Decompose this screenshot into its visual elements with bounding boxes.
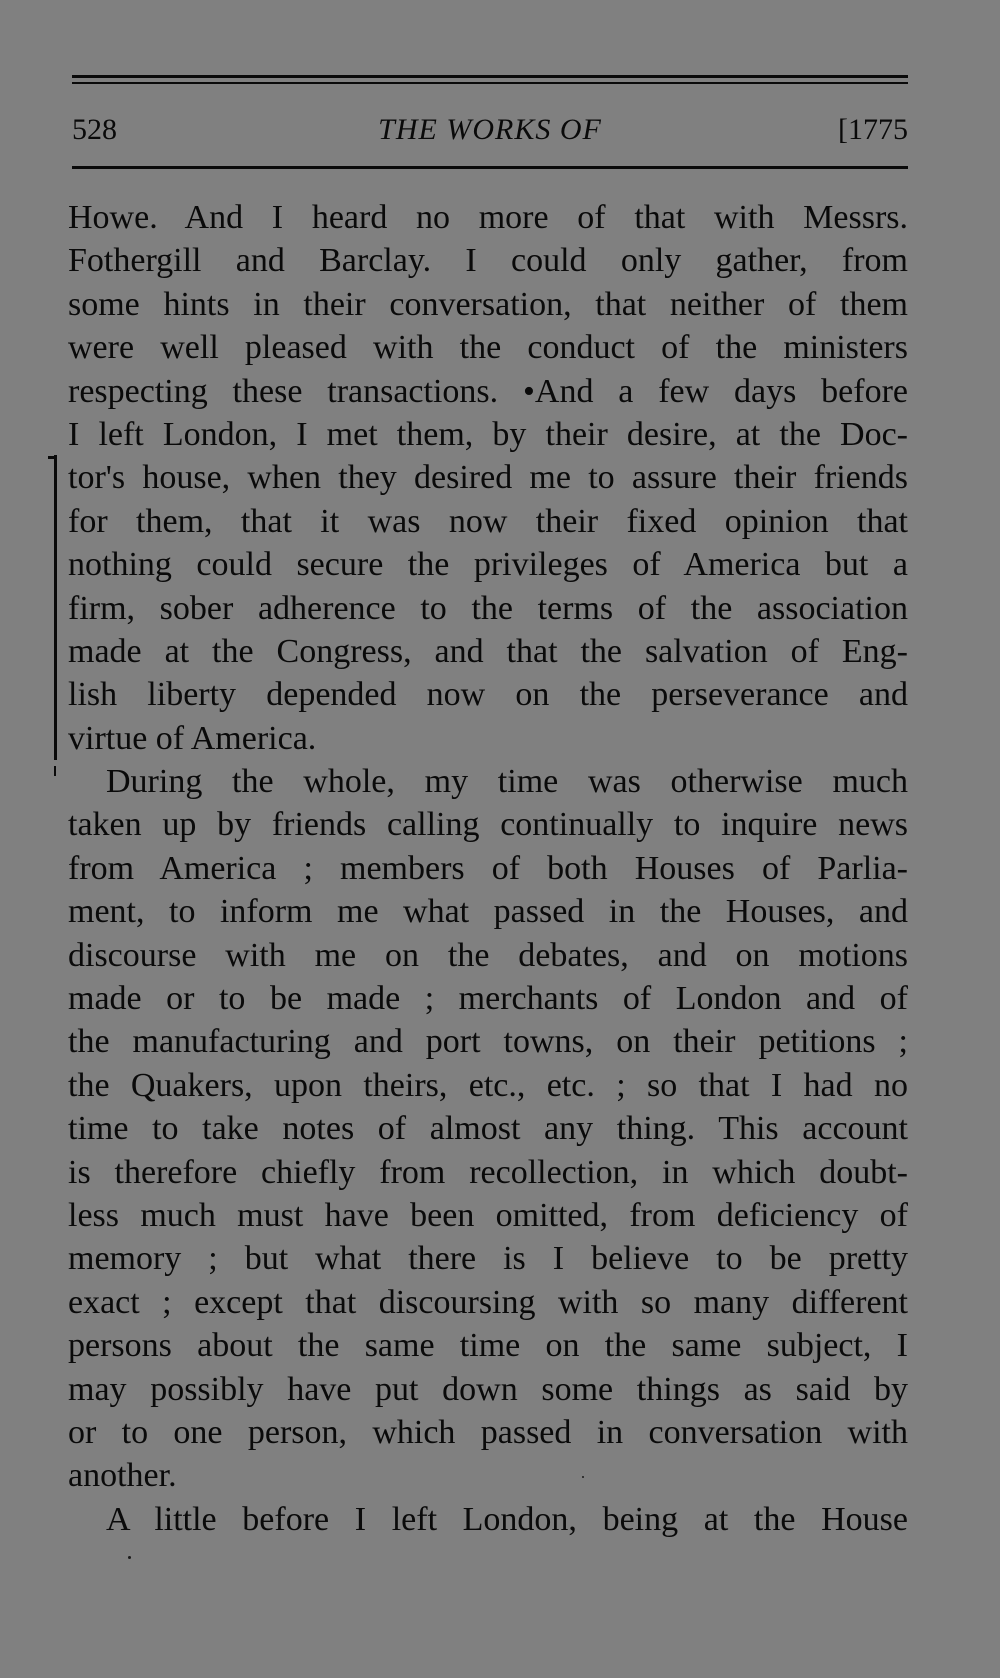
text-line: made or to be made ; merchants of London and of <box>68 980 908 1018</box>
text-line: discourse with me on the debates, and on motions <box>68 936 908 974</box>
running-title: THE WORKS OF <box>378 113 602 146</box>
text-line: nothing could secure the privileges of America but a <box>68 546 908 584</box>
text-line: the manufacturing and port towns, on their petitions ; <box>68 1023 908 1061</box>
text-line: Howe. And I heard no more of that with Messrs. <box>68 199 908 236</box>
margin-mark-tail <box>54 766 56 776</box>
body-text <box>68 196 908 1541</box>
running-date: [1775 <box>838 113 908 146</box>
text-line: tor's house, when they desired me to assure their friends <box>68 459 908 497</box>
page-number: 528 <box>72 113 117 146</box>
text-line: Fothergill and Barclay. I could only gather, from <box>68 242 908 280</box>
text-line: from America ; members of both Houses of Parlia- <box>68 849 908 887</box>
text-line: taken up by friends calling continually to inquire news <box>68 806 908 844</box>
ink-speck <box>582 1476 584 1478</box>
text-line: respecting these transactions. •And a few days before <box>68 372 908 410</box>
text-line: firm, sober adherence to the terms of the association <box>68 589 908 627</box>
running-head <box>72 110 908 150</box>
paragraph-start-line: During the whole, my time was otherwise much <box>106 763 908 801</box>
text-line: is therefore chiefly from recollection, in which doubt- <box>68 1153 908 1191</box>
header-rule <box>72 166 908 169</box>
text-line: ment, to inform me what passed in the Houses, and <box>68 893 908 931</box>
text-line: or to one person, which passed in conversation with <box>68 1413 908 1451</box>
text-line: time to take notes of almost any thing. This account <box>68 1110 908 1148</box>
text-line: less much must have been omitted, from deficiency of <box>68 1196 908 1234</box>
text-line: may possibly have put down some things as said by <box>68 1370 908 1408</box>
text-line: exact ; except that discoursing with so many different <box>68 1283 908 1321</box>
text-line: some hints in their conversation, that neither of them <box>68 285 908 323</box>
top-double-rule-upper <box>72 75 908 78</box>
paragraph-end-line: virtue of America. <box>68 719 317 757</box>
paragraph-start-line: A little before I left London, being at the House <box>106 1500 908 1538</box>
text-line: memory ; but what there is I believe to be pretty <box>68 1240 908 1278</box>
text-line: lish liberty depended now on the perseverance and <box>68 676 908 714</box>
text-line: made at the Congress, and that the salvation of Eng- <box>68 632 908 670</box>
text-line: the Quakers, upon theirs, etc., etc. ; so that I had no <box>68 1066 908 1104</box>
text-line: for them, that it was now their fixed opinion that <box>68 502 908 540</box>
paragraph-end-line: another. <box>68 1457 177 1495</box>
top-double-rule-lower <box>72 82 908 84</box>
text-line: I left London, I met them, by their desire, at the Doc- <box>68 415 908 453</box>
text-line: persons about the same time on the same subject, I <box>68 1327 908 1365</box>
ink-speck <box>128 1556 131 1559</box>
text-line: were well pleased with the conduct of the ministers <box>68 329 908 367</box>
margin-mark-bar <box>54 455 57 760</box>
